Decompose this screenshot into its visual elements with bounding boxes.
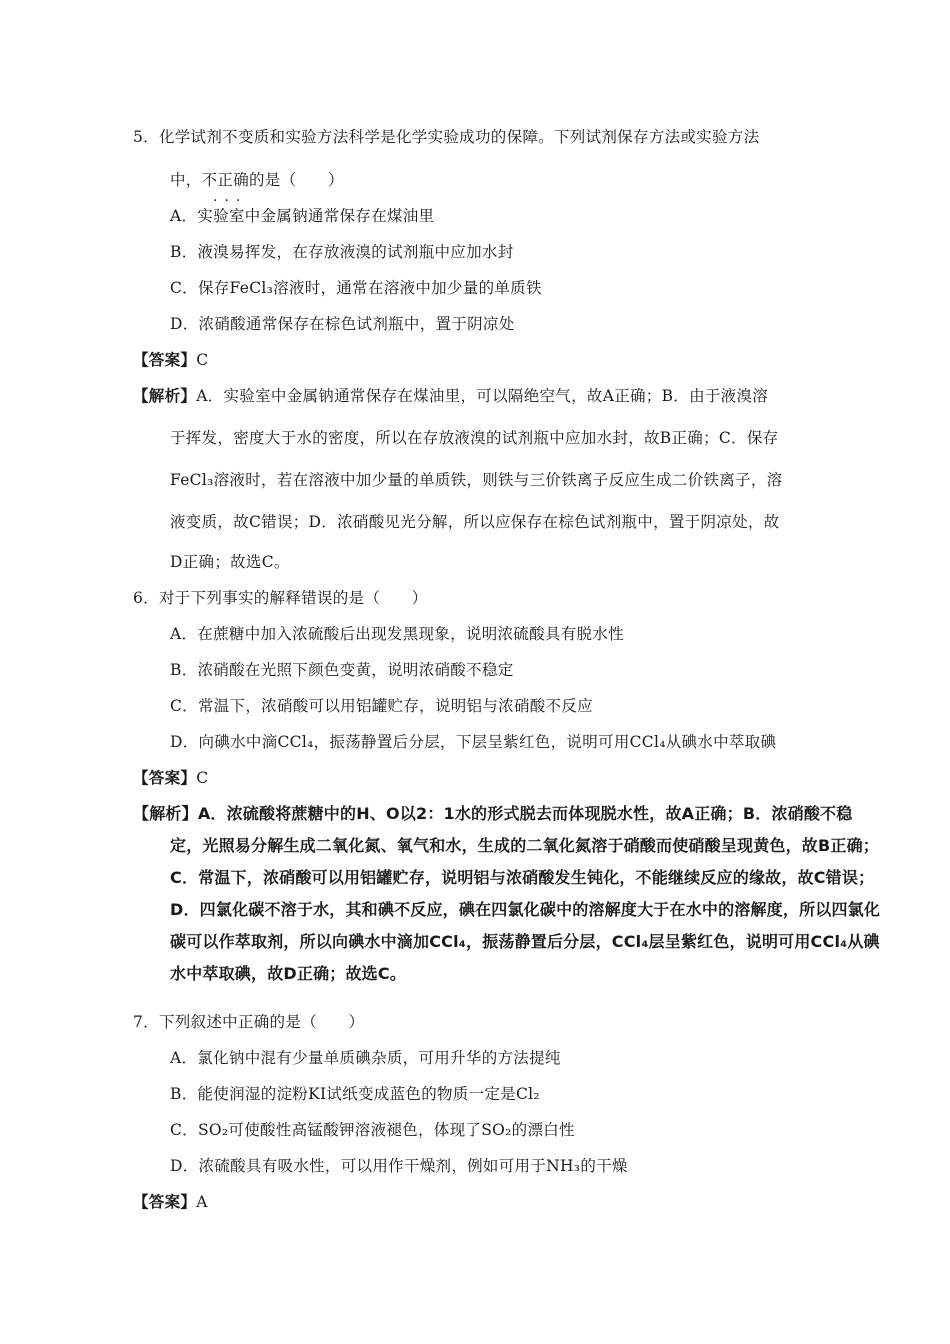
analysis-tag: 【解析】: [133, 804, 198, 823]
q5-analysis-line4: 液变质，故C错误；D．浓硝酸见光分解，所以应保存在棕色试剂瓶中，置于阴凉处，故: [170, 513, 780, 531]
q5-option-a: A．实验室中金属钠通常保存在煤油里: [170, 207, 435, 225]
q5-analysis-line3: FeCl₃溶液时，若在溶液中加少量的单质铁，则铁与三价铁离子反应生成二价铁离子，溶: [170, 471, 783, 489]
q5-option-b: B．液溴易挥发，在存放液溴的试剂瓶中应加水封: [170, 243, 514, 261]
q6-analysis-line3: C．常温下，浓硝酸可以用铝罐贮存，说明铝与浓硝酸发生钝化，不能继续反应的缘故，故C错误；: [170, 868, 875, 887]
q6-analysis-line6: 水中萃取碘，故D正确；故选C。: [170, 964, 407, 983]
answer-tag: 【答案】: [133, 350, 197, 369]
q5-analysis-line1: [133, 386, 768, 406]
answer-value: C: [196, 351, 209, 369]
q7-option-b: B．能使润湿的淀粉KI试纸变成蓝色的物质一定是Cl₂: [170, 1085, 540, 1103]
analysis-text: A．实验室中金属钠通常保存在煤油里，可以隔绝空气，故A正确；B．由于液溴溶: [196, 387, 769, 405]
q6-option-a: A．在蔗糖中加入浓硫酸后出现发黑现象，说明浓硫酸具有脱水性: [170, 625, 624, 643]
q7-answer: [133, 1192, 208, 1212]
q7-option-a: A．氯化钠中混有少量单质碘杂质，可用升华的方法提纯: [170, 1049, 561, 1067]
answer-tag: 【答案】: [133, 768, 197, 787]
analysis-tag: 【解析】: [133, 386, 197, 405]
q7-option-c: C．SO₂可使酸性高锰酸钾溶液褪色，体现了SO₂的漂白性: [170, 1121, 575, 1139]
q5-stem-line1: 5．化学试剂不变质和实验方法科学是化学实验成功的保障。下列试剂保存方法或实验方法: [133, 128, 760, 146]
q6-stem: 6．对于下列事实的解释错误的是（ ）: [133, 589, 428, 607]
q5-analysis-line2: 于挥发，密度大于水的密度，所以在存放液溴的试剂瓶中应加水封，故B正确；C．保存: [170, 429, 779, 447]
q5-stem-line2: 中，不正确的是（ ）: [170, 171, 344, 189]
q6-option-c: C．常温下，浓硝酸可以用铝罐贮存，说明铝与浓硝酸不反应: [170, 697, 593, 715]
q6-analysis-line1: [133, 804, 852, 824]
q7-option-d: D．浓硫酸具有吸水性，可以用作干燥剂，例如可用于NH₃的干燥: [170, 1157, 628, 1175]
q6-analysis-line5: 碳可以作萃取剂，所以向碘水中滴加CCl₄，振荡静置后分层，CCl₄层呈紫红色，说明可用CCl₄从碘: [170, 932, 880, 951]
q6-analysis-line2: 定，光照易分解生成二氧化氮、氧气和水，生成的二氧化氮溶于硝酸而使硝酸呈现黄色，故B正确；: [170, 836, 879, 855]
analysis-text: A．浓硫酸将蔗糖中的H、O以2：1水的形式脱去而体现脱水性，故A正确；B．浓硝酸不稳: [197, 804, 853, 823]
q5-analysis-line5: D正确；故选C。: [170, 553, 290, 571]
q6-option-b: B．浓硝酸在光照下颜色变黄，说明浓硝酸不稳定: [170, 661, 514, 679]
q7-stem: 7．下列叙述中正确的是（ ）: [133, 1013, 365, 1031]
q6-analysis-line4: D．四氯化碳不溶于水，其和碘不反应，碘在四氯化碳中的溶解度大于在水中的溶解度，所以四氯化: [170, 900, 881, 919]
q6-option-d: D．向碘水中滴CCl₄，振荡静置后分层，下层呈紫红色，说明可用CCl₄从碘水中萃取碘: [170, 733, 777, 751]
answer-value: C: [196, 769, 209, 787]
q5-option-d: D．浓硝酸通常保存在棕色试剂瓶中，置于阴凉处: [170, 315, 515, 333]
q6-answer: [133, 768, 208, 788]
q5-answer: [133, 350, 208, 370]
answer-tag: 【答案】: [133, 1192, 197, 1211]
answer-value: A: [196, 1193, 208, 1211]
q5-option-c: C．保存FeCl₃溶液时，通常在溶液中加少量的单质铁: [170, 279, 542, 297]
q5-emphasis-dots: ···: [213, 193, 248, 209]
